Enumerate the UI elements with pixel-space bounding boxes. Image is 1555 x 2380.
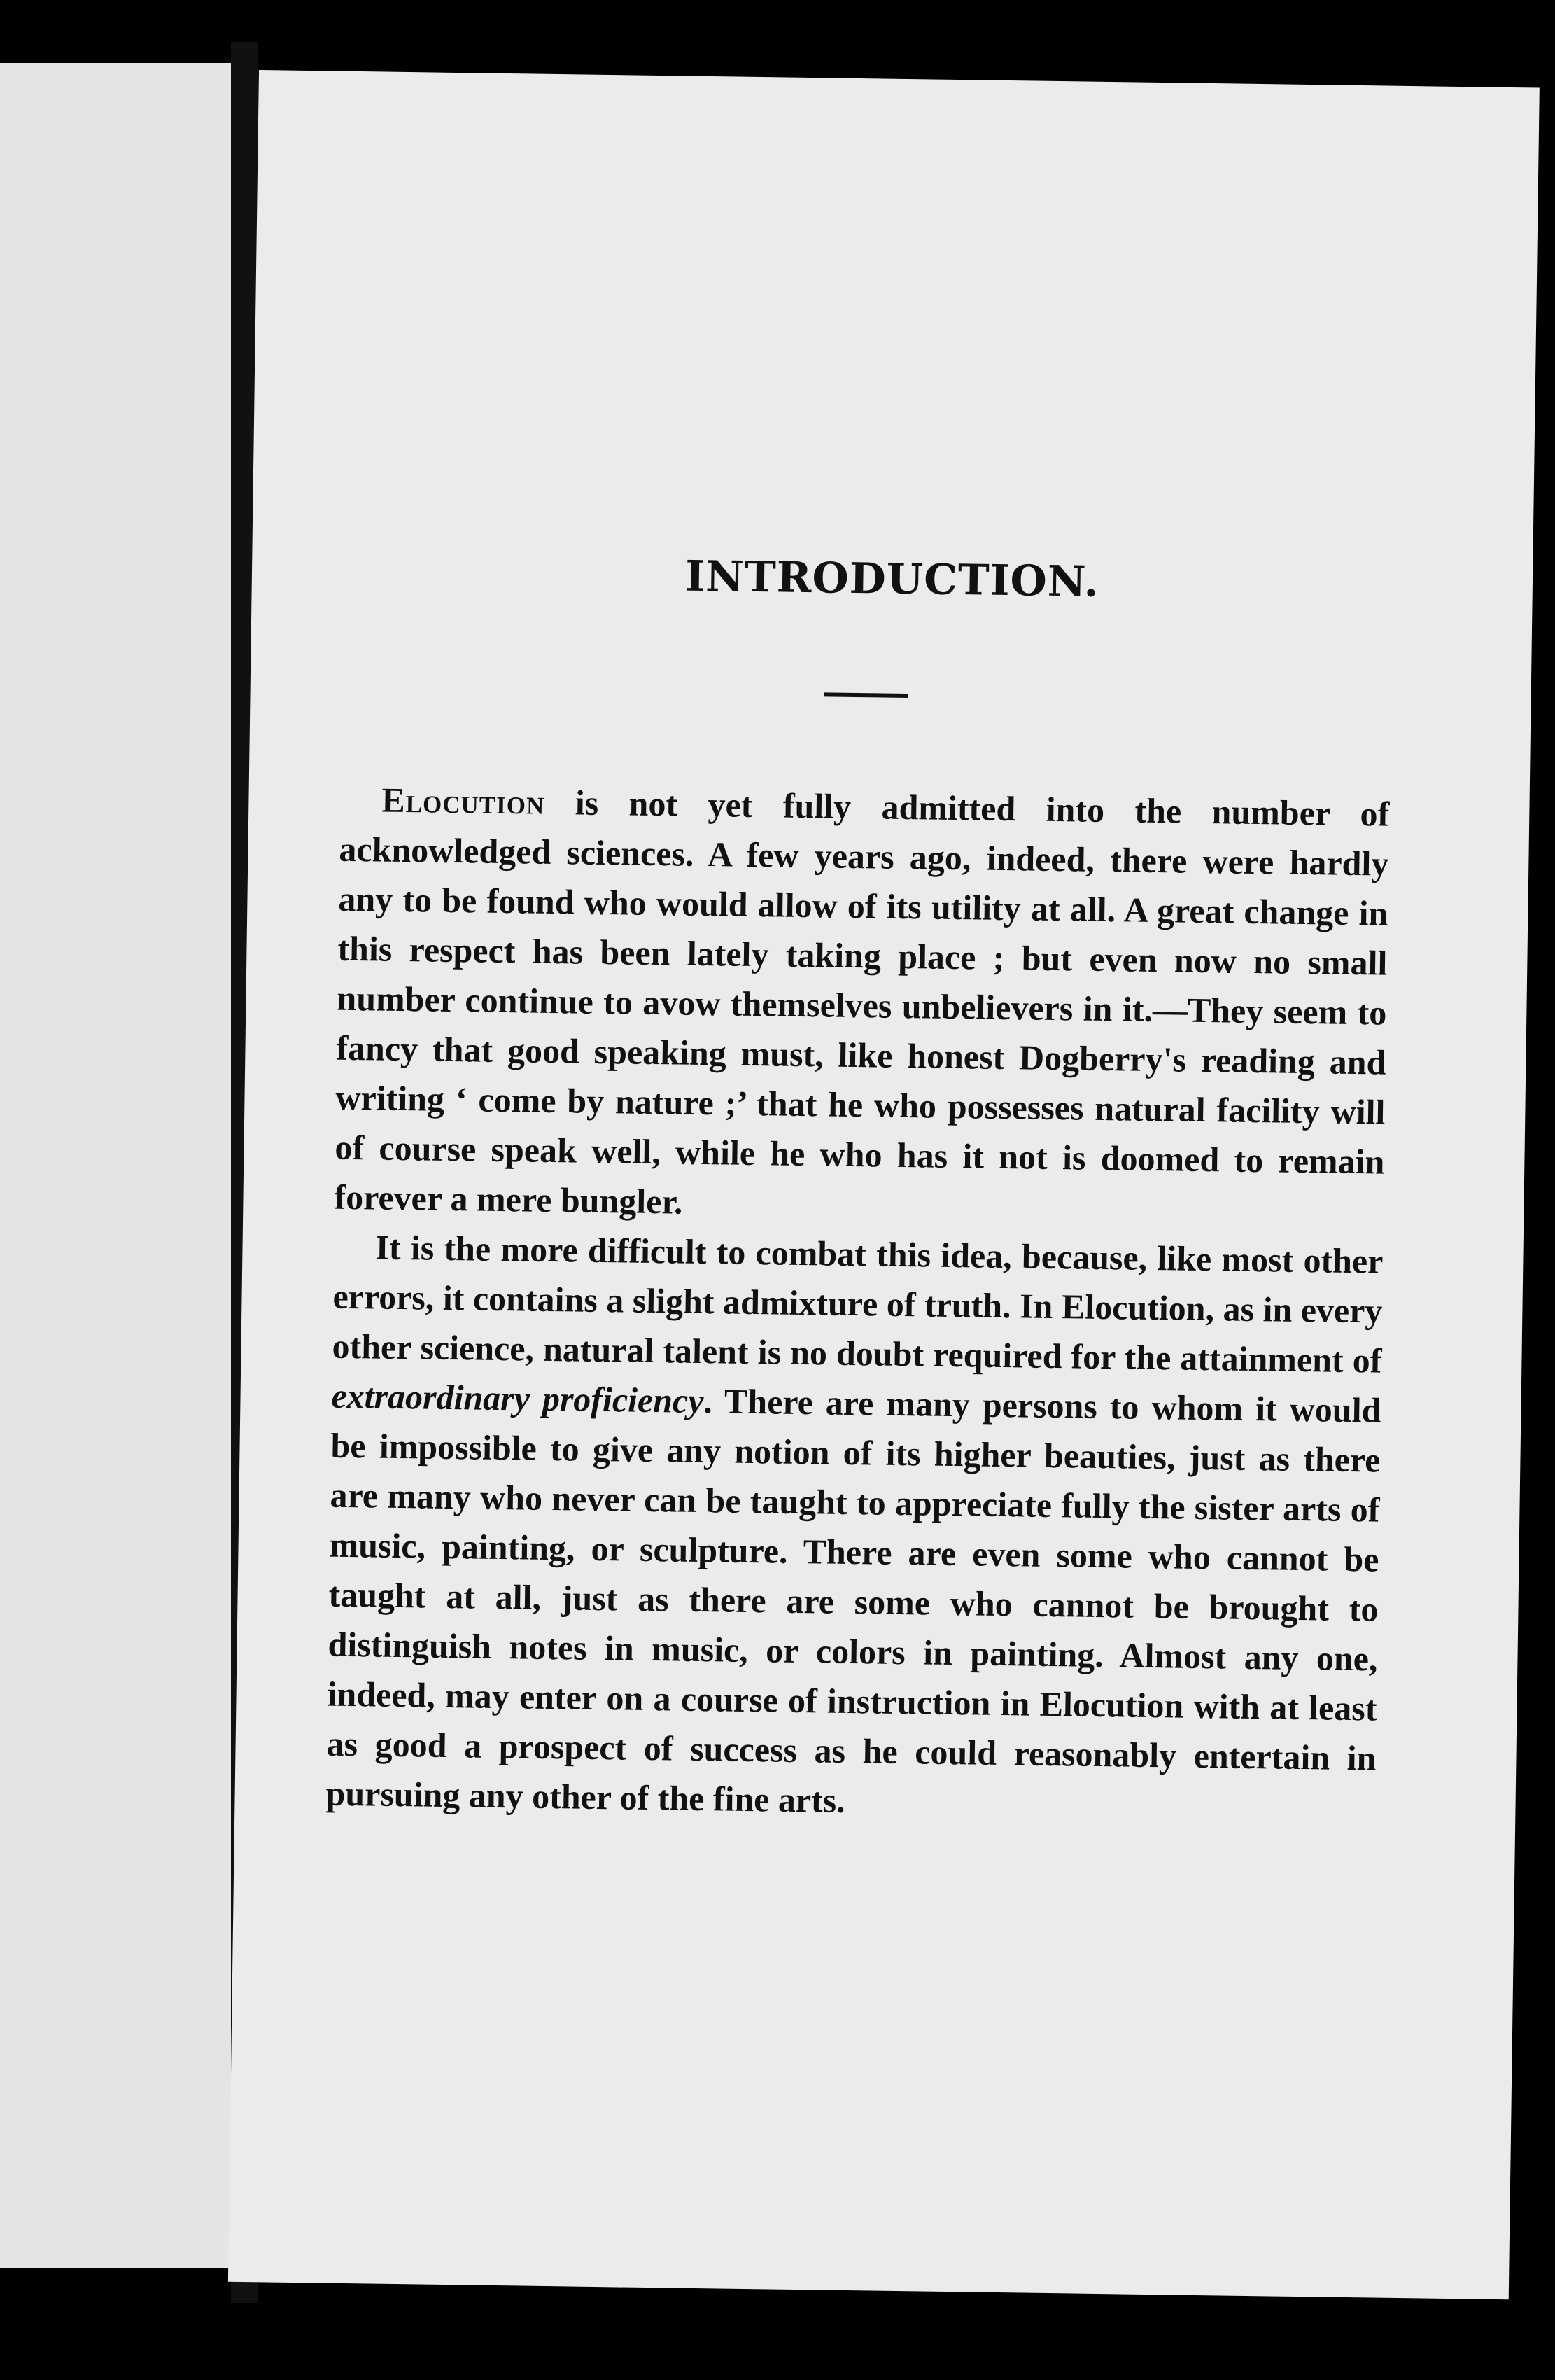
paragraph-2-text-b: . There are many persons to whom it would be impossible to give any notion of its higher beauties, just as there are many who never can be taught to appreciate fully the sister arts of music, painting, or sculpture. There are even some who cannot be taught at all, just as there are some who cannot be brought to distinguish notes in music, or colors in painting. Almost any one, indeed, may enter on a course of instruction in Elocution with at least as good a prospect of success as he could reasonably entertain in pursuing any other of the fine arts. — [325, 1381, 1381, 1820]
paragraph-2 — [325, 1222, 1384, 1833]
page-heading: INTRODUCTION. — [684, 552, 1100, 607]
adjacent-left-page — [0, 63, 231, 2268]
paragraph-1-text: is not yet fully admitted into the number of acknowledged sciences. A few years ago, indeed, there were hardly any to be found who would allow of its utility at all. A great change in this respect has been lately taking place ; but even now no small number continue to avow themselves unbelievers in it.—They seem to fancy that good speaking must, like honest Dogberry's reading and writing ‘ come by nature ;’ that he who possesses natural facility will of course speak well, while he who has it not is doomed to remain forever a mere bungler. — [334, 782, 1390, 1222]
paragraph-2-emphasis: extraordinary proficiency — [331, 1376, 704, 1421]
paragraph-1 — [334, 775, 1390, 1237]
book-page — [228, 70, 1540, 2300]
body-text — [325, 775, 1390, 1833]
paragraph-1-lead: Elocution — [381, 780, 545, 822]
paragraph-2-text-a: It is the more difficult to combat this idea, because, like most other errors, it contains a slight admixture of truth. In Elocution, as in every other science, natural talent is no doubt required for the attainment of — [332, 1227, 1384, 1380]
